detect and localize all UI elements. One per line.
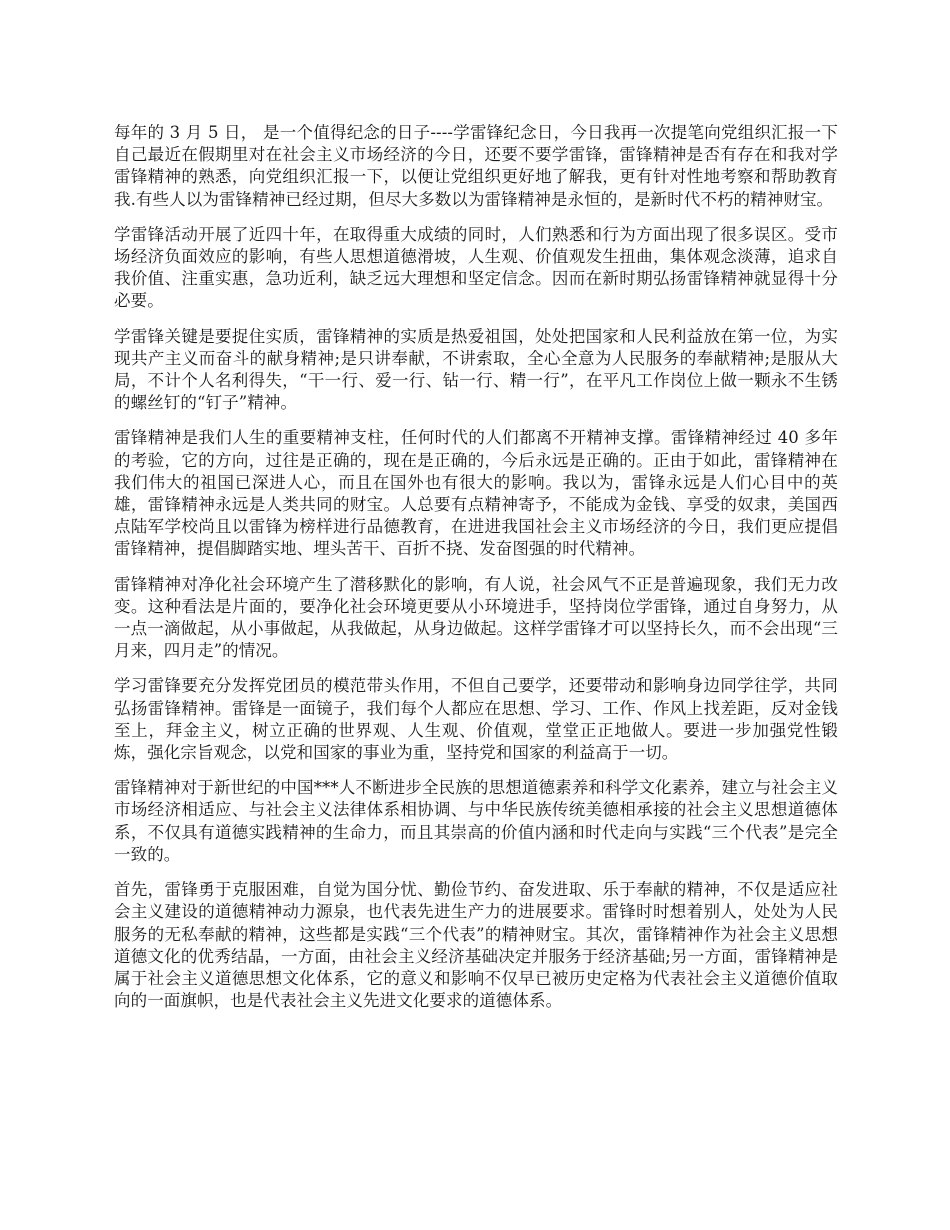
paragraph-8: 首先，雷锋勇于克服困难，自觉为国分忧、勤俭节约、奋发进取、乐于奉献的精神，不仅是适应社会主义建设的道德精神动力源泉，也代表先进生产力的进展要求。雷锋时时想着别人，处处为人民服务的无私奉献的精神，这些都是实践“三个代表”的精神财宝。其次，雷锋精神作为社会主义思想道德文化的优秀结晶，一方面，由社会主义经济基础决定并服务于经济基础;另一方面，雷锋精神是属于社会主义道德思想文化体系，它的意义和影响不仅早已被历史定格为代表社会主义道德价值取向的一面旗帜，也是代表社会主义先进文化要求的道德体系。 bbox=[114, 880, 838, 1011]
paragraph-2: 学雷锋活动开展了近四十年，在取得重大成绩的同时，人们熟悉和行为方面出现了很多误区。受市场经济负面效应的影响，有些人思想道德滑坡，人生观、价值观发生扭曲，集体观念淡薄，追求自我价值、注重实惠，急功近利，缺乏远大理想和坚定信念。因而在新时期弘扬雷锋精神就显得十分必要。 bbox=[114, 224, 838, 311]
paragraph-6: 学习雷锋要充分发挥党团员的模范带头作用，不但自己要学，还要带动和影响身边同学往学，共同弘扬雷锋精神。雷锋是一面镜子，我们每个人都应在思想、学习、工作、作风上找差距，反对金钱至上，拜金主义，树立正确的世界观、人生观、价值观，堂堂正正地做人。要进一步加强党性锻炼，强化宗旨观念，以党和国家的事业为重，坚持党和国家的利益高于一切。 bbox=[114, 676, 838, 763]
paragraph-3: 学雷锋关键是要捉住实质，雷锋精神的实质是热爱祖国，处处把国家和人民利益放在第一位，为实现共产主义而奋斗的献身精神;是只讲奉献，不讲索取，全心全意为人民服务的奉献精神;是服从大局，不计个人名利得失，“干一行、爱一行、钻一行、精一行”，在平凡工作岗位上做一颗永不生锈的螺丝钉的“钉子”精神。 bbox=[114, 326, 838, 413]
paragraph-1: 每年的 3 月 5 日， 是一个值得纪念的日子----学雷锋纪念日，今日我再一次提笔向党组织汇报一下自己最近在假期里对在社会主义市场经济的今日，还要不要学雷锋，雷锋精神是否有存在和我对学雷锋精神的熟悉，向党组织汇报一下，以便让党组织更好地了解我，更有针对性地考察和帮助教育我.有些人以为雷锋精神已经过期，但尽大多数以为雷锋精神是永恒的，是新时代不朽的精神财宝。 bbox=[114, 123, 838, 209]
paragraph-5: 雷锋精神对净化社会环境产生了潜移默化的影响，有人说，社会风气不正是普遍现象，我们无力改变。这种看法是片面的，要净化社会环境更要从小环境进手，坚持岗位学雷锋，通过自身努力，从一点一滴做起，从小事做起，从我做起，从身边做起。这样学雷锋才可以坚持长久，而不会出现“三月来，四月走”的情况。 bbox=[114, 574, 838, 661]
paragraph-4: 雷锋精神是我们人生的重要精神支柱，任何时代的人们都离不开精神支撑。雷锋精神经过 40 多年的考验，它的方向，过往是正确的，现在是正确的，今后永远是正确的。正由于如此，雷锋精神在我们伟大的祖国已深进人心，而且在国外也有很大的影响。我以为，雷锋永远是人们心目中的英雄，雷锋精神永远是人类共同的财宝。人总要有点精神寄予，不能成为金钱、享受的奴隶，美国西点陆军学校尚且以雷锋为榜样进行品德教育，在进进我国社会主义市场经济的今日，我们更应提倡雷锋精神，提倡脚踏实地、埋头苦干、百折不挠、发奋图强的时代精神。 bbox=[114, 428, 838, 559]
document-body bbox=[114, 122, 838, 1025]
paragraph-7: 雷锋精神对于新世纪的中国***人不断进步全民族的思想道德素养和科学文化素养，建立与社会主义市场经济相适应、与社会主义法律体系相协调、与中华民族传统美德相承接的社会主义思想道德体系，不仅具有道德实践精神的生命力，而且其崇高的价值内涵和时代走向与实践“三个代表”是完全一致的。 bbox=[114, 778, 838, 864]
